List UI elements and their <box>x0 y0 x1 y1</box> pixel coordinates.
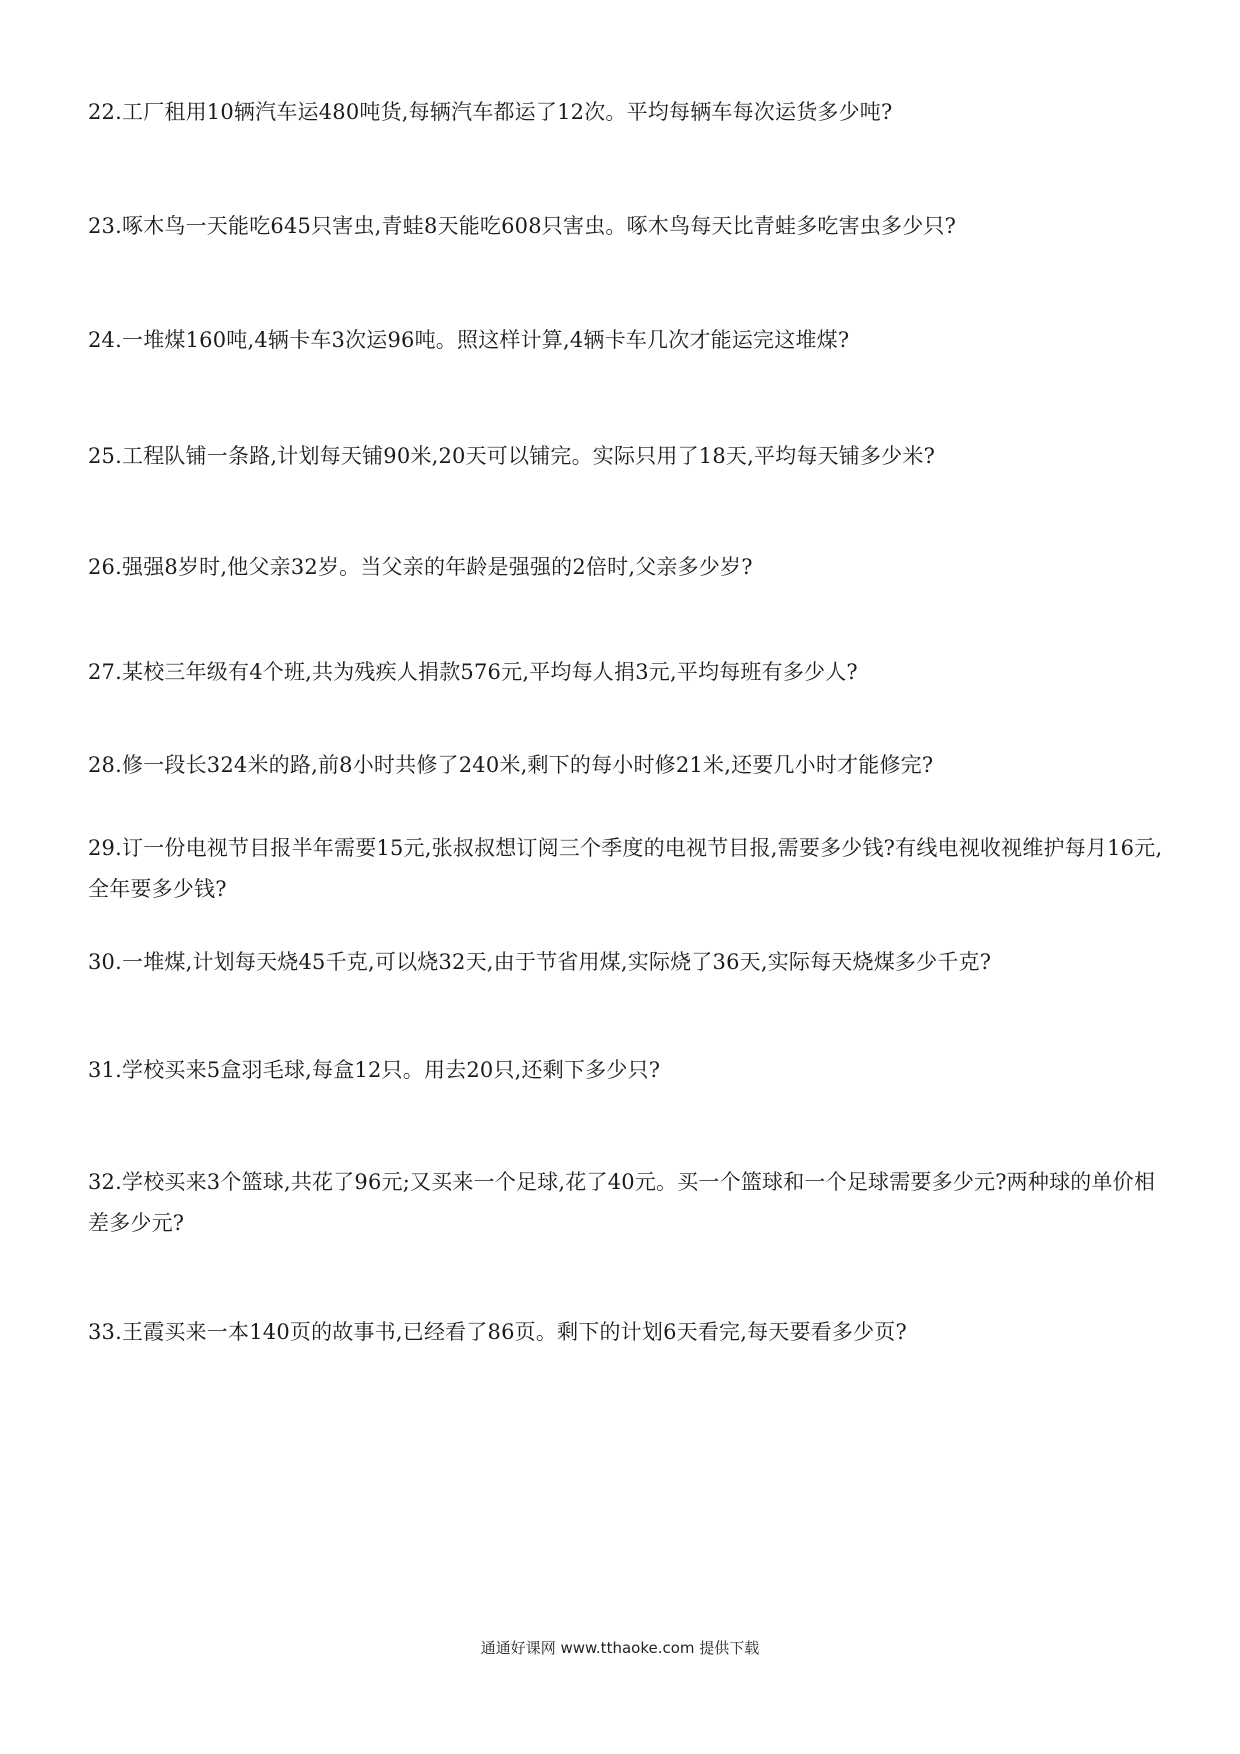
problem-31: 31.学校买来5盒羽毛球,每盒12只。用去20只,还剩下多少只? <box>88 1058 661 1082</box>
problem-23: 23.啄木鸟一天能吃645只害虫,青蛙8天能吃608只害虫。啄木鸟每天比青蛙多吃害虫多少只? <box>88 214 957 238</box>
problem-33: 33.王霞买来一本140页的故事书,已经看了86页。剩下的计划6天看完,每天要看多少页? <box>88 1320 907 1344</box>
problem-24: 24.一堆煤160吨,4辆卡车3次运96吨。照这样计算,4辆卡车几次才能运完这堆煤? <box>88 328 850 352</box>
problem-27: 27.某校三年级有4个班,共为残疾人捐款576元,平均每人捐3元,平均每班有多少人? <box>88 660 858 684</box>
problem-22: 22.工厂租用10辆汽车运480吨货,每辆汽车都运了12次。平均每辆车每次运货多少吨? <box>88 100 893 124</box>
problem-32: 32.学校买来3个篮球,共花了96元;又买来一个足球,花了40元。买一个篮球和一个足球需要多少元?两种球的单价相差多少元? <box>88 1170 1156 1235</box>
problem-30: 30.一堆煤,计划每天烧45千克,可以烧32天,由于节省用煤,实际烧了36天,实际每天烧煤多少千克? <box>88 950 992 974</box>
footer-source: 通通好课网 www.tthaoke.com 提供下载 <box>480 1639 760 1657</box>
problem-26: 26.强强8岁时,他父亲32岁。当父亲的年龄是强强的2倍时,父亲多少岁? <box>88 555 753 579</box>
problem-28: 28.修一段长324米的路,前8小时共修了240米,剩下的每小时修21米,还要几小时才能修完? <box>88 753 934 777</box>
problem-29: 29.订一份电视节目报半年需要15元,张叔叔想订阅三个季度的电视节目报,需要多少钱?有线电视收视维护每月16元,全年要多少钱? <box>88 836 1163 901</box>
problem-25: 25.工程队铺一条路,计划每天铺90米,20天可以铺完。实际只用了18天,平均每天铺多少米? <box>88 444 936 468</box>
